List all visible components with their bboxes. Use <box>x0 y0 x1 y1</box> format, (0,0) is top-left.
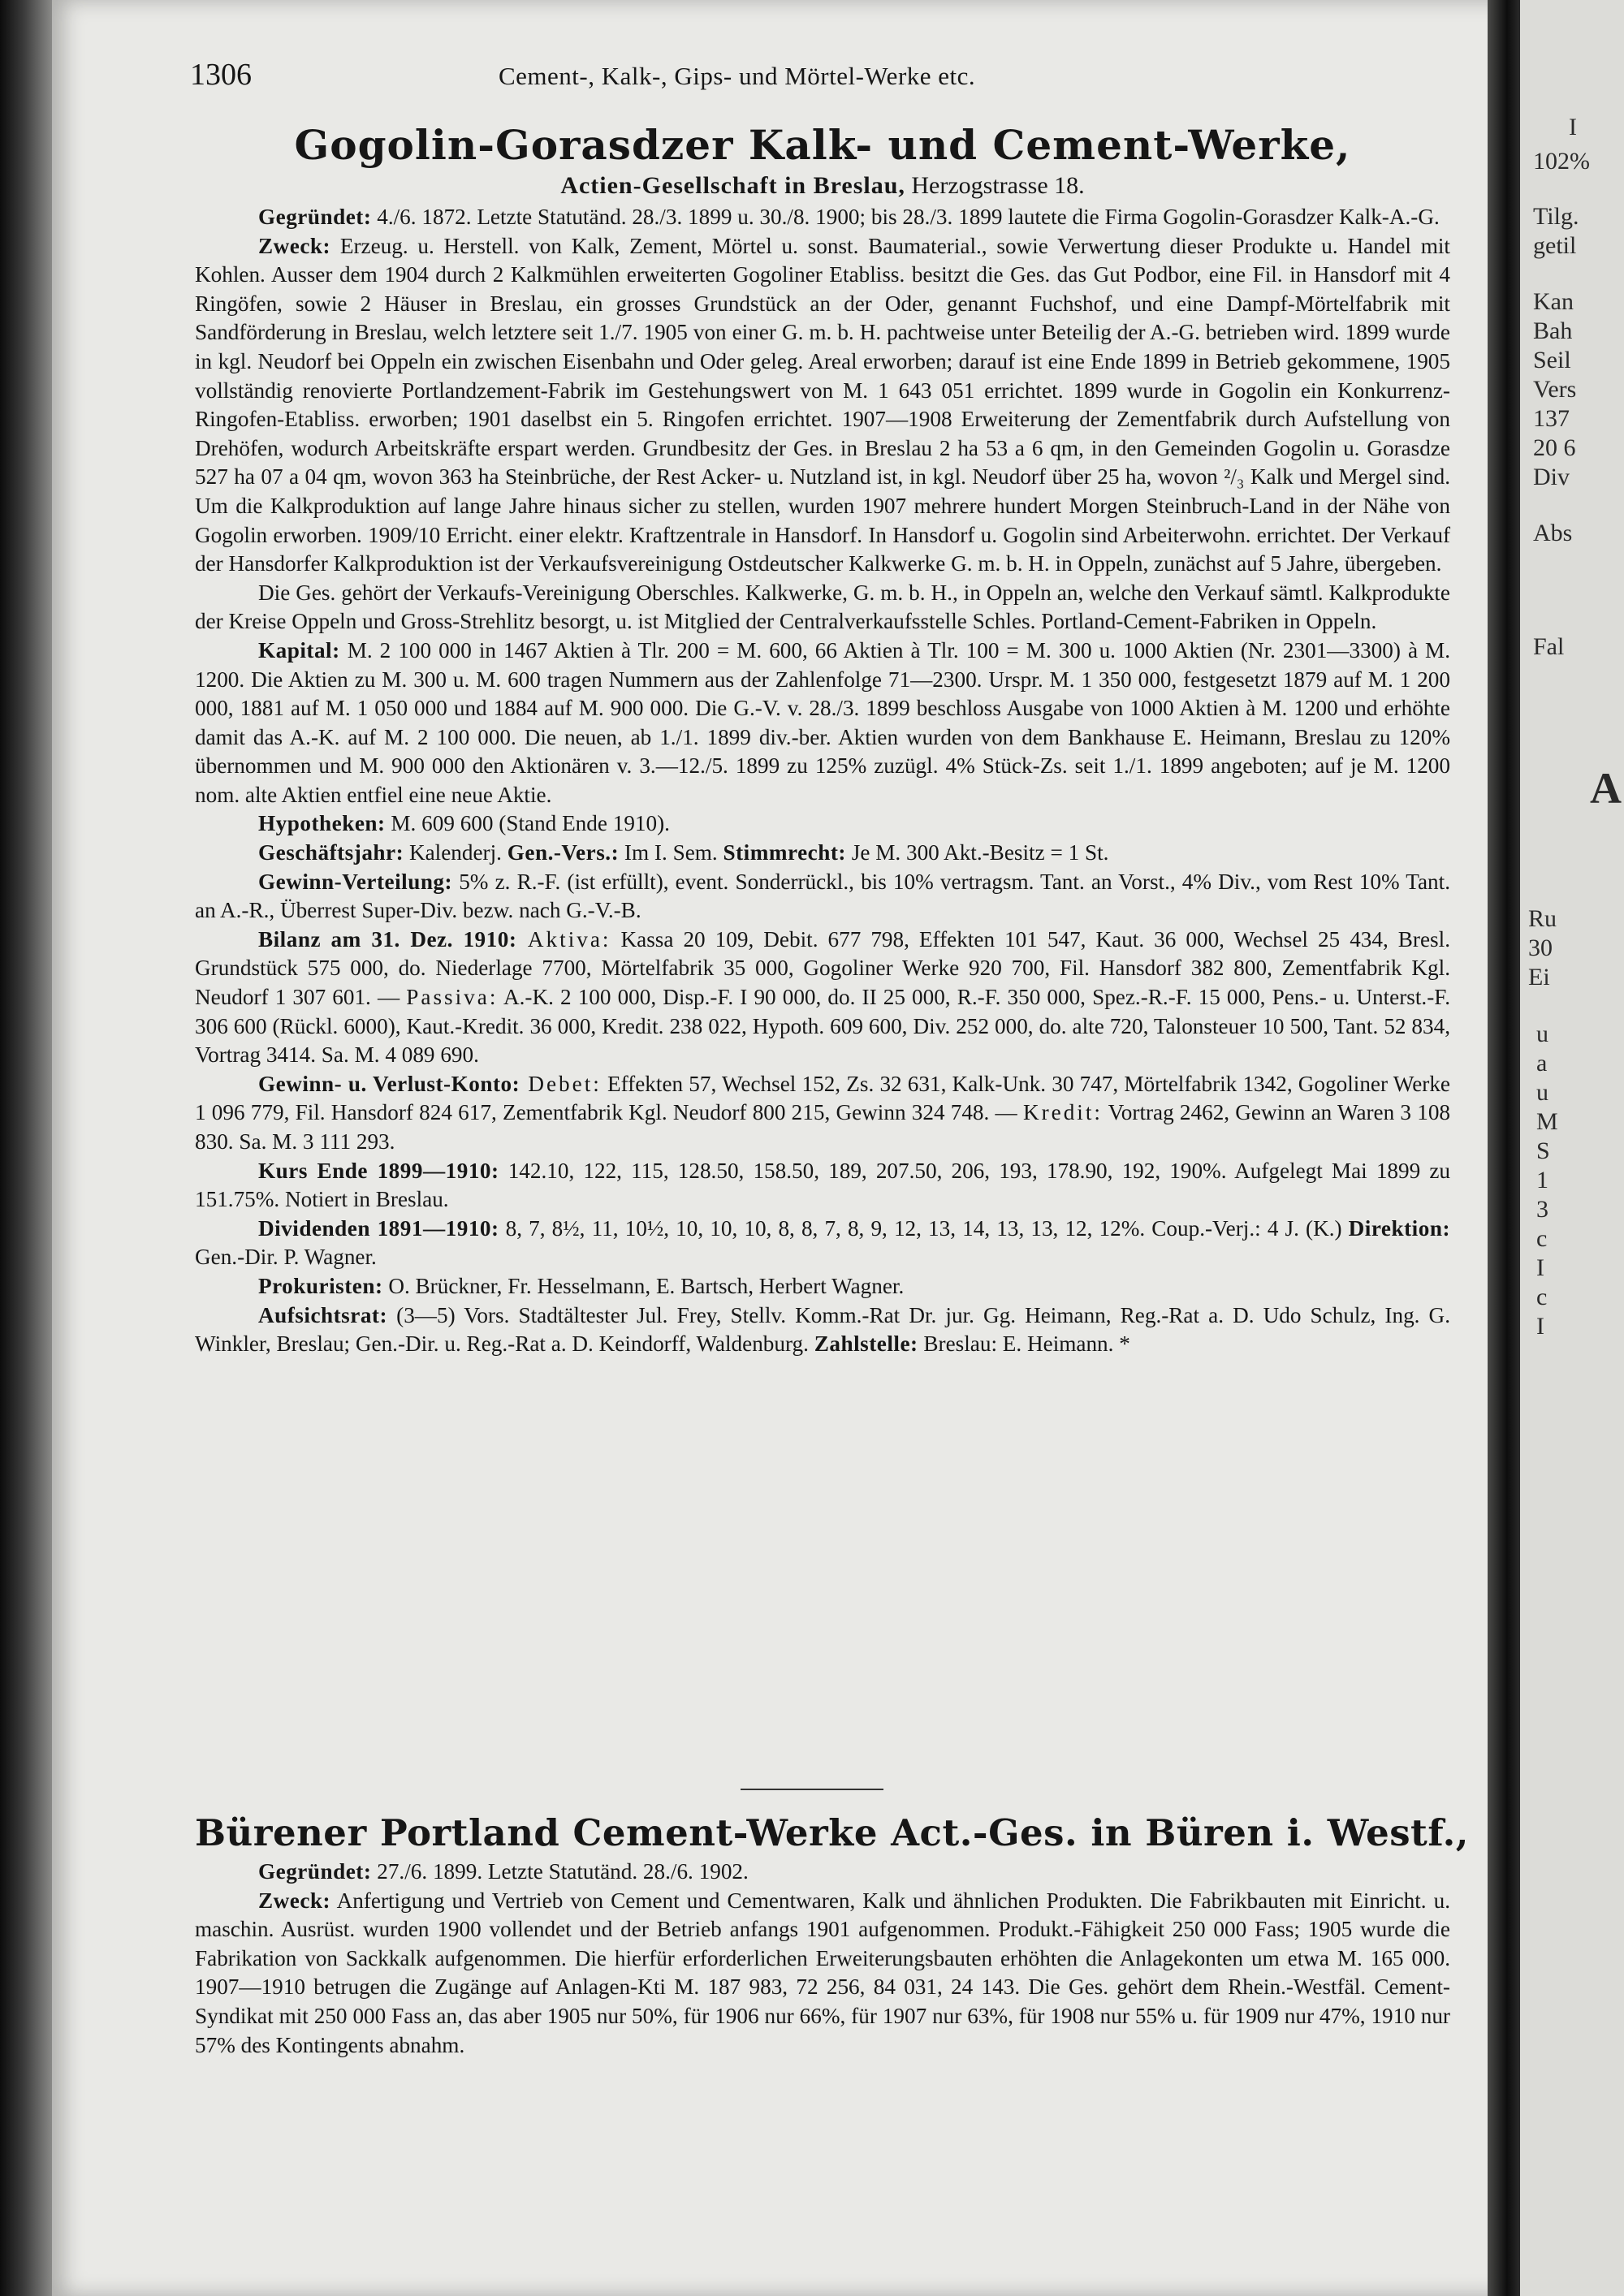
section-kapital <box>195 637 1450 810</box>
adjacent-page-fragment: Fal <box>1533 633 1565 660</box>
entry-subtitle <box>195 170 1450 201</box>
adjacent-page-fragment: 102% <box>1533 148 1590 175</box>
label-aktiva: Aktiva: <box>516 926 611 952</box>
entry-title: Bürener Portland Cement-Werke Act.-Ges. in Büren i. Westf., <box>195 1811 1469 1854</box>
section-prokuristen <box>195 1272 1450 1301</box>
section-hypotheken <box>195 809 1450 839</box>
section-gewinn-verteilung <box>195 868 1450 926</box>
adjacent-page-fragment: 3 <box>1536 1196 1548 1223</box>
running-title: Cement-, Kalk-, Gips- und Mörtel-Werke etc. <box>499 62 976 90</box>
text-gewinn-verteilung: 5% z. R.-F. (ist erfüllt), event. Sonderrückl., bis 10% vertragsm. Tant. an Vorst., 4% Div., vom Rest 10% Tant. an A.-R., Überrest Super-Div. bezw. nach G.-V.-B. <box>195 869 1450 923</box>
text-aktiva: Kassa 20 109, Debit. 677 798, Effekten 101 547, Kaut. 36 000, Wechsel 25 434, Bresl. Grundstück 575 000, do. Niederlage 7700, Mörtelfabrik 35 000, Gogoliner Werke 920 700, Fil. Hansdorf 382 800, Zementfabrik Kgl. Neudorf 1 307 601. — <box>195 926 1450 1010</box>
text-direktion: Gen.-Dir. P. Wagner. <box>195 1245 377 1270</box>
adjacent-page-fragment: Kan <box>1533 288 1574 315</box>
label-gegruendet: Gegründet: <box>258 1859 372 1884</box>
adjacent-page-fragment: Div <box>1533 464 1570 490</box>
entry-divider <box>741 1789 883 1790</box>
adjacent-page-fragment: c <box>1536 1284 1548 1310</box>
adjacent-page-fragment: Seil <box>1533 347 1571 373</box>
text-dividenden: 8, 7, 8½, 11, 10½, 10, 10, 10, 8, 8, 7, 8, 9, 12, 13, 14, 13, 13, 12, 12%. Coup.-Verj.: 4 J. (K.) <box>499 1215 1349 1241</box>
adjacent-page-fragment: 137 <box>1533 405 1570 432</box>
adjacent-page-fragment: A <box>1590 764 1622 813</box>
section-gegruendet <box>195 203 1450 232</box>
adjacent-page-fragment: Ru <box>1528 905 1557 932</box>
adjacent-page-fragment: 20 6 <box>1533 434 1576 461</box>
text-verband: Die Ges. gehört der Verkaufs-Vereinigung Oberschles. Kalkwerke, G. m. b. H., in Oppeln an, welche den Verkauf sämtl. Kalkprodukte der Kreise Oppeln und Gross-Strehlitz besorgt, u. ist Mitglied der Centralverkaufsstelle Schles. Portland-Cement-Fabriken in Oppeln. <box>195 580 1450 634</box>
text-aufsichtsrat: (3—5) Vors. Stadtältester Jul. Frey, Stellv. Komm.-Rat Dr. jur. Gg. Heimann, Reg.-Rat a. D. Udo Schulz, Ing. G. Winkler, Breslau; Gen.-Dir. u. Reg.-Rat a. D. Keindorff, Waldenburg. <box>195 1302 1450 1357</box>
label-debet: Debet: <box>520 1071 602 1096</box>
adjacent-page-fragment: Tilg. <box>1533 203 1579 230</box>
text-zahlstelle: Breslau: E. Heimann. * <box>918 1331 1130 1357</box>
section-dividenden <box>195 1215 1450 1272</box>
text-prokuristen: O. Brückner, Fr. Hesselmann, E. Bartsch, Herbert Wagner. <box>382 1273 905 1298</box>
label-direktion: Direktion: <box>1348 1215 1450 1241</box>
label-hypotheken: Hypotheken: <box>258 811 386 836</box>
text-gegruendet: 27./6. 1899. Letzte Statutänd. 28./6. 1902. <box>371 1859 749 1884</box>
label-aufsichtsrat: Aufsichtsrat: <box>258 1302 388 1327</box>
label-prokuristen: Prokuristen: <box>258 1273 383 1298</box>
text-zweck: Anfertigung und Vertrieb von Cement und Cementwaren, Kalk und ähnlichen Produkten. Die Fabrikbauten mit Einricht. u. maschin. Ausrüst. wurden 1900 vollendet und der Betrieb anfangs 1901 aufgenommen. Produkt.-Fähigkeit 250 000 Fass; 1905 wurde die Fabrikation von Sackkalk aufgenommen. Die hierfür erforderlichen Erweiterungsbauten erhöhten die Anlagekonten um etwa M. 165 000. 1907—1910 betrugen die Zugänge auf Anlagen-Kti M. 187 983, 72 256, 84 031, 24 143. Die Ges. gehört dem Rhein.-Westfäl. Cement-Syndikat mit 250 000 Fass an, das aber 1905 nur 50%, für 1906 nur 66%, für 1907 nur 63%, für 1908 nur 55% u. für 1909 nur 47%, 1910 nur 57% des Kontingents abnahm. <box>195 1888 1450 2057</box>
label-kurs: Kurs Ende 1899—1910: <box>258 1158 499 1183</box>
label-genvers: Gen.-Vers.: <box>507 840 620 865</box>
label-gewinn-verlust: Gewinn- u. Verlust-Konto: <box>258 1071 520 1096</box>
adjacent-page-fragment: I <box>1536 1254 1544 1281</box>
page-number: 1306 <box>190 58 252 92</box>
section-aufsichtsrat <box>195 1301 1450 1359</box>
entry-subtitle-bold: Actien-Gesellschaft in Breslau, <box>560 172 905 199</box>
text-zweck: Erzeug. u. Herstell. von Kalk, Zement, Mörtel u. sonst. Baumaterial., sowie Verwertung dieser Produkte u. Handel mit Kohlen. Ausser dem 1904 durch 2 Kalkmühlen erweiterten Gogoliner Etabliss. besitzt die Ges. das Gut Podbor, eine Fil. in Hansdorf mit 4 Ringöfen, sowie 2 Häuser in Breslau, ein grosses Grundstück an der Oder, genannt Fuchshof, und eine Dampf-Mörtelfabrik mit Sandförderung in Breslau, welch letztere seit 1./7. 1905 von einer G. m. b. H. pachtweise unter Beteilig der A.-G. betrieben wird. 1899 wurde in kgl. Neudorf bei Oppeln ein zwischen Eisenbahn und Oder geleg. Areal erworben; darauf ist eine Ende 1899 in Betrieb gekommene, 1905 vollständig renovierte Portlandzement-Fabrik im Gestehungswert von M. 1 643 051 errichtet. 1899 wurde in Gogolin ein Konkurrenz-Ringofen-Etabliss. erworben; 1901 daselbst ein 5. Ringofen errichtet. 1907—1908 Erweiterung der Zementfabrik durch Aufstellung von Drehöfen, wodurch Arbeitskräfte erspart werden. Grundbesitz der Ges. in Breslau 2 ha 53 a 6 qm, in den Gemeinden Gogolin u. Gorasdze 527 ha 07 a 04 qm, wovon 363 ha Steinbrüche, der Rest Acker- u. Nutzland ist, in kgl. Neudorf über 25 ha, wovon ²/₃ Kalk und Mergel sind. Um die Kalkproduktion auf lange Jahre hinaus sicher zu stellen, wurden 1907 mehrere hundert Morgen Steinbruch-Land in der Nähe von Gogolin erworben. 1909/10 Erricht. einer elektr. Kraftzentrale in Hansdorf. In Hansdorf u. Gogolin sind Arbeiterwohn. errichtet. Der Verkauf der Hansdorfer Kalkproduktion ist der Verkaufsvereinigung Ostdeutscher Kalkwerke G. m. b. H. in Oppeln, zunächst auf 5 Jahre, übergeben. <box>195 233 1450 576</box>
text-passiva: A.-K. 2 100 000, Disp.-F. I 90 000, do. II 25 000, R.-F. 350 000, Spez.-R.-F. 15 000, Pens.- u. Unterst.-F. 306 600 (Rückl. 6000), Kaut.-Kredit. 36 000, Kredit. 238 022, Hypoth. 609 600, Div. 252 000, do. alte 720, Talonsteuer 10 500, Tant. 52 834, Vortrag 3414. Sa. M. 4 089 690. <box>195 985 1451 1068</box>
running-head <box>190 57 1432 97</box>
entry-title: Gogolin-Gorasdzer Kalk- und Cement-Werke, <box>294 121 1351 169</box>
label-gewinn-verteilung: Gewinn-Verteilung: <box>258 869 453 894</box>
text-gegruendet: 4./6. 1872. Letzte Statutänd. 28./3. 1899 u. 30./8. 1900; bis 28./3. 1899 lautete die Firma Gogolin-Gorasdzer Kalk-A.-G. <box>371 205 1440 229</box>
label-stimmrecht: Stimmrecht: <box>723 840 846 865</box>
section-verband <box>195 579 1450 637</box>
adjacent-page-fragment: a <box>1536 1050 1548 1077</box>
adjacent-page-fragment: Bah <box>1533 317 1573 344</box>
adjacent-page-fragment: u <box>1536 1079 1548 1106</box>
book-spine-shadow <box>0 0 52 2296</box>
section-gewinn-verlust <box>195 1070 1450 1157</box>
label-zweck: Zweck: <box>258 1888 331 1913</box>
label-gegruendet: Gegründet: <box>258 205 372 229</box>
adjacent-page-fragment: 30 <box>1528 934 1553 961</box>
adjacent-page-fragment: c <box>1536 1225 1548 1252</box>
text-debet: Effekten 57, Wechsel 152, Zs. 32 631, Kalk-Unk. 30 747, Mörtelfabrik 1342, Gogoliner Werke 1 096 779, Fil. Hansdorf 824 617, Zementfabrik Kgl. Neudorf 800 215, Gewinn 324 748. — <box>195 1071 1450 1125</box>
text-geschaeftsjahr: Kalenderj. <box>404 840 508 865</box>
label-zweck: Zweck: <box>258 233 331 258</box>
entry-subtitle-address: Herzogstrasse 18. <box>905 172 1085 199</box>
adjacent-page-fragment: M <box>1536 1108 1558 1135</box>
label-kredit: Kredit: <box>1022 1100 1103 1125</box>
label-bilanz: Bilanz am 31. Dez. 1910: <box>258 926 517 952</box>
company-entry-bueren <box>195 1809 1469 2060</box>
adjacent-page-edge <box>1520 0 1624 2296</box>
section-zweck <box>195 232 1450 579</box>
text-hypotheken: M. 609 600 (Stand Ende 1910). <box>385 811 670 836</box>
section-kurs <box>195 1157 1450 1215</box>
label-kapital: Kapital: <box>258 637 340 662</box>
adjacent-page-fragment: S <box>1536 1137 1550 1164</box>
adjacent-page-fragment: getil <box>1533 232 1577 259</box>
adjacent-page-fragment: 1 <box>1536 1167 1548 1193</box>
adjacent-page-fragment: I <box>1569 114 1577 140</box>
adjacent-page-fragment: I <box>1536 1313 1544 1340</box>
adjacent-page-fragment: u <box>1536 1021 1548 1047</box>
section-gegruendet <box>195 1858 1450 1887</box>
text-kapital: M. 2 100 000 in 1467 Aktien à Tlr. 200 = M. 600, 66 Aktien à Tlr. 100 = M. 300 u. 1000 Aktien (Nr. 2301—3300) à M. 1200. Die Aktien zu M. 300 u. M. 600 tragen Nummern aus der Zahlenfolge 71—2300. Urspr. M. 1 350 000, festgesetzt 1879 auf M. 1 200 000, 1881 auf M. 1 050 000 und 1884 auf M. 900 000. Die G.-V. v. 28./3. 1899 beschloss Ausgabe von 1000 Aktien à M. 1200 und erhöhte damit das A.-K. auf M. 2 100 000. Die neuen, ab 1./1. 1899 div.-ber. Aktien wurden von dem Bankhause E. Heimann, Breslau zu 120% übernommen und M. 900 000 den Aktionären v. 3.—12./5. 1899 zu 125% zuzügl. 4% Stück-Zs. seit 1./1. 1899 angeboten; auf je M. 1200 nom. alte Aktien entfiel eine neue Aktie. <box>195 637 1450 807</box>
text-genvers: Im I. Sem. <box>619 840 723 865</box>
section-zweck <box>195 1887 1450 2061</box>
text-kredit: Vortrag 2462, Gewinn an Waren 3 108 830. Sa. M. 3 111 293. <box>195 1100 1451 1154</box>
label-passiva: Passiva: <box>406 985 499 1010</box>
company-entry-gogolin <box>195 120 1450 1359</box>
section-geschaeftsjahr <box>195 839 1450 868</box>
adjacent-page-fragment: Vers <box>1533 376 1577 403</box>
book-gutter <box>1488 0 1520 2296</box>
adjacent-page-fragment: Abs <box>1533 520 1573 546</box>
label-dividenden: Dividenden 1891—1910: <box>258 1215 499 1241</box>
label-geschaeftsjahr: Geschäftsjahr: <box>258 840 404 865</box>
text-kurs: 142.10, 122, 115, 128.50, 158.50, 189, 207.50, 206, 193, 178.90, 192, 190%. Aufgelegt Mai 1899 zu 151.75%. Notiert in Breslau. <box>195 1158 1450 1212</box>
label-zahlstelle: Zahlstelle: <box>814 1331 918 1357</box>
text-stimmrecht: Je M. 300 Akt.-Besitz = 1 St. <box>845 840 1109 865</box>
adjacent-page-fragment: Ei <box>1528 964 1550 990</box>
section-bilanz <box>195 926 1450 1070</box>
